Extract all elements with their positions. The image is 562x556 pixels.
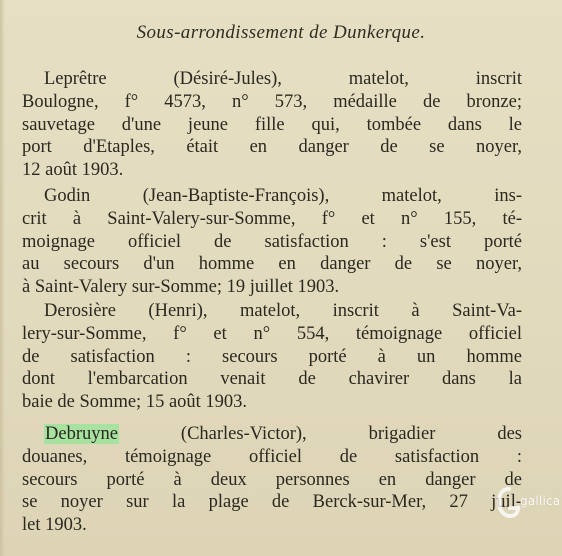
text-line: dont l'embarcation venait de chavirer dans la — [22, 369, 522, 390]
watermark-text: gallica — [520, 494, 561, 508]
highlighted-search-term[interactable]: Debruyne — [45, 424, 118, 444]
text-line: à Saint-Valery sur-Somme; 19 juillet 1903. — [22, 277, 340, 298]
scan-edge — [0, 0, 5, 556]
text-line: Leprêtre (Désiré-Jules), matelot, inscrit — [44, 69, 522, 89]
gallica-watermark — [496, 486, 561, 526]
text-line: sauvetage d'une jeune fille qui, tombée dans le — [22, 114, 522, 135]
text-line: crit à Saint-Valery-sur-Somme, f° et n° 155, té- — [22, 208, 522, 229]
text-line: se noyer sur la plage de Berck-sur-Mer, 27 juil- — [22, 492, 522, 513]
entry-godin — [22, 185, 522, 299]
text-line: port d'Etaples, était en danger de se noyer, — [22, 137, 522, 158]
section-heading: Sous-arrondissement de Dunkerque. — [136, 22, 426, 43]
text-line: Godin (Jean-Baptiste-François), matelot, ins- — [44, 186, 522, 206]
entry-derosiere — [22, 300, 522, 414]
text-line: au secours d'un homme en danger de se noyer, — [22, 254, 522, 275]
entry-lepretre — [22, 68, 522, 182]
text-span: (Charles-Victor), brigadier des — [180, 424, 522, 444]
text-line: let 1903. — [22, 515, 87, 536]
text-line: baie de Somme; 15 août 1903. — [22, 392, 248, 413]
text-line: Boulogne, f° 4573, n° 573, médaille de bronze; — [22, 91, 522, 112]
text-line: lery-sur-Somme, f° et n° 554, témoignage officiel — [22, 323, 522, 344]
gallica-logo-icon — [496, 486, 522, 520]
text-line: secours porté à deux personnes en danger de — [22, 469, 522, 490]
text-line: de satisfaction : secours porté à un homme — [22, 346, 522, 367]
text-line: Derosière (Henri), matelot, inscrit à Saint-Va- — [44, 301, 522, 321]
text-line: 12 août 1903. — [22, 160, 124, 181]
text-line: moignage officiel de satisfaction : s'est porté — [22, 231, 522, 252]
text-line — [22, 423, 522, 446]
text-line: douanes, témoignage officiel de satisfaction : — [22, 446, 522, 467]
entry-debruyne — [22, 423, 522, 537]
